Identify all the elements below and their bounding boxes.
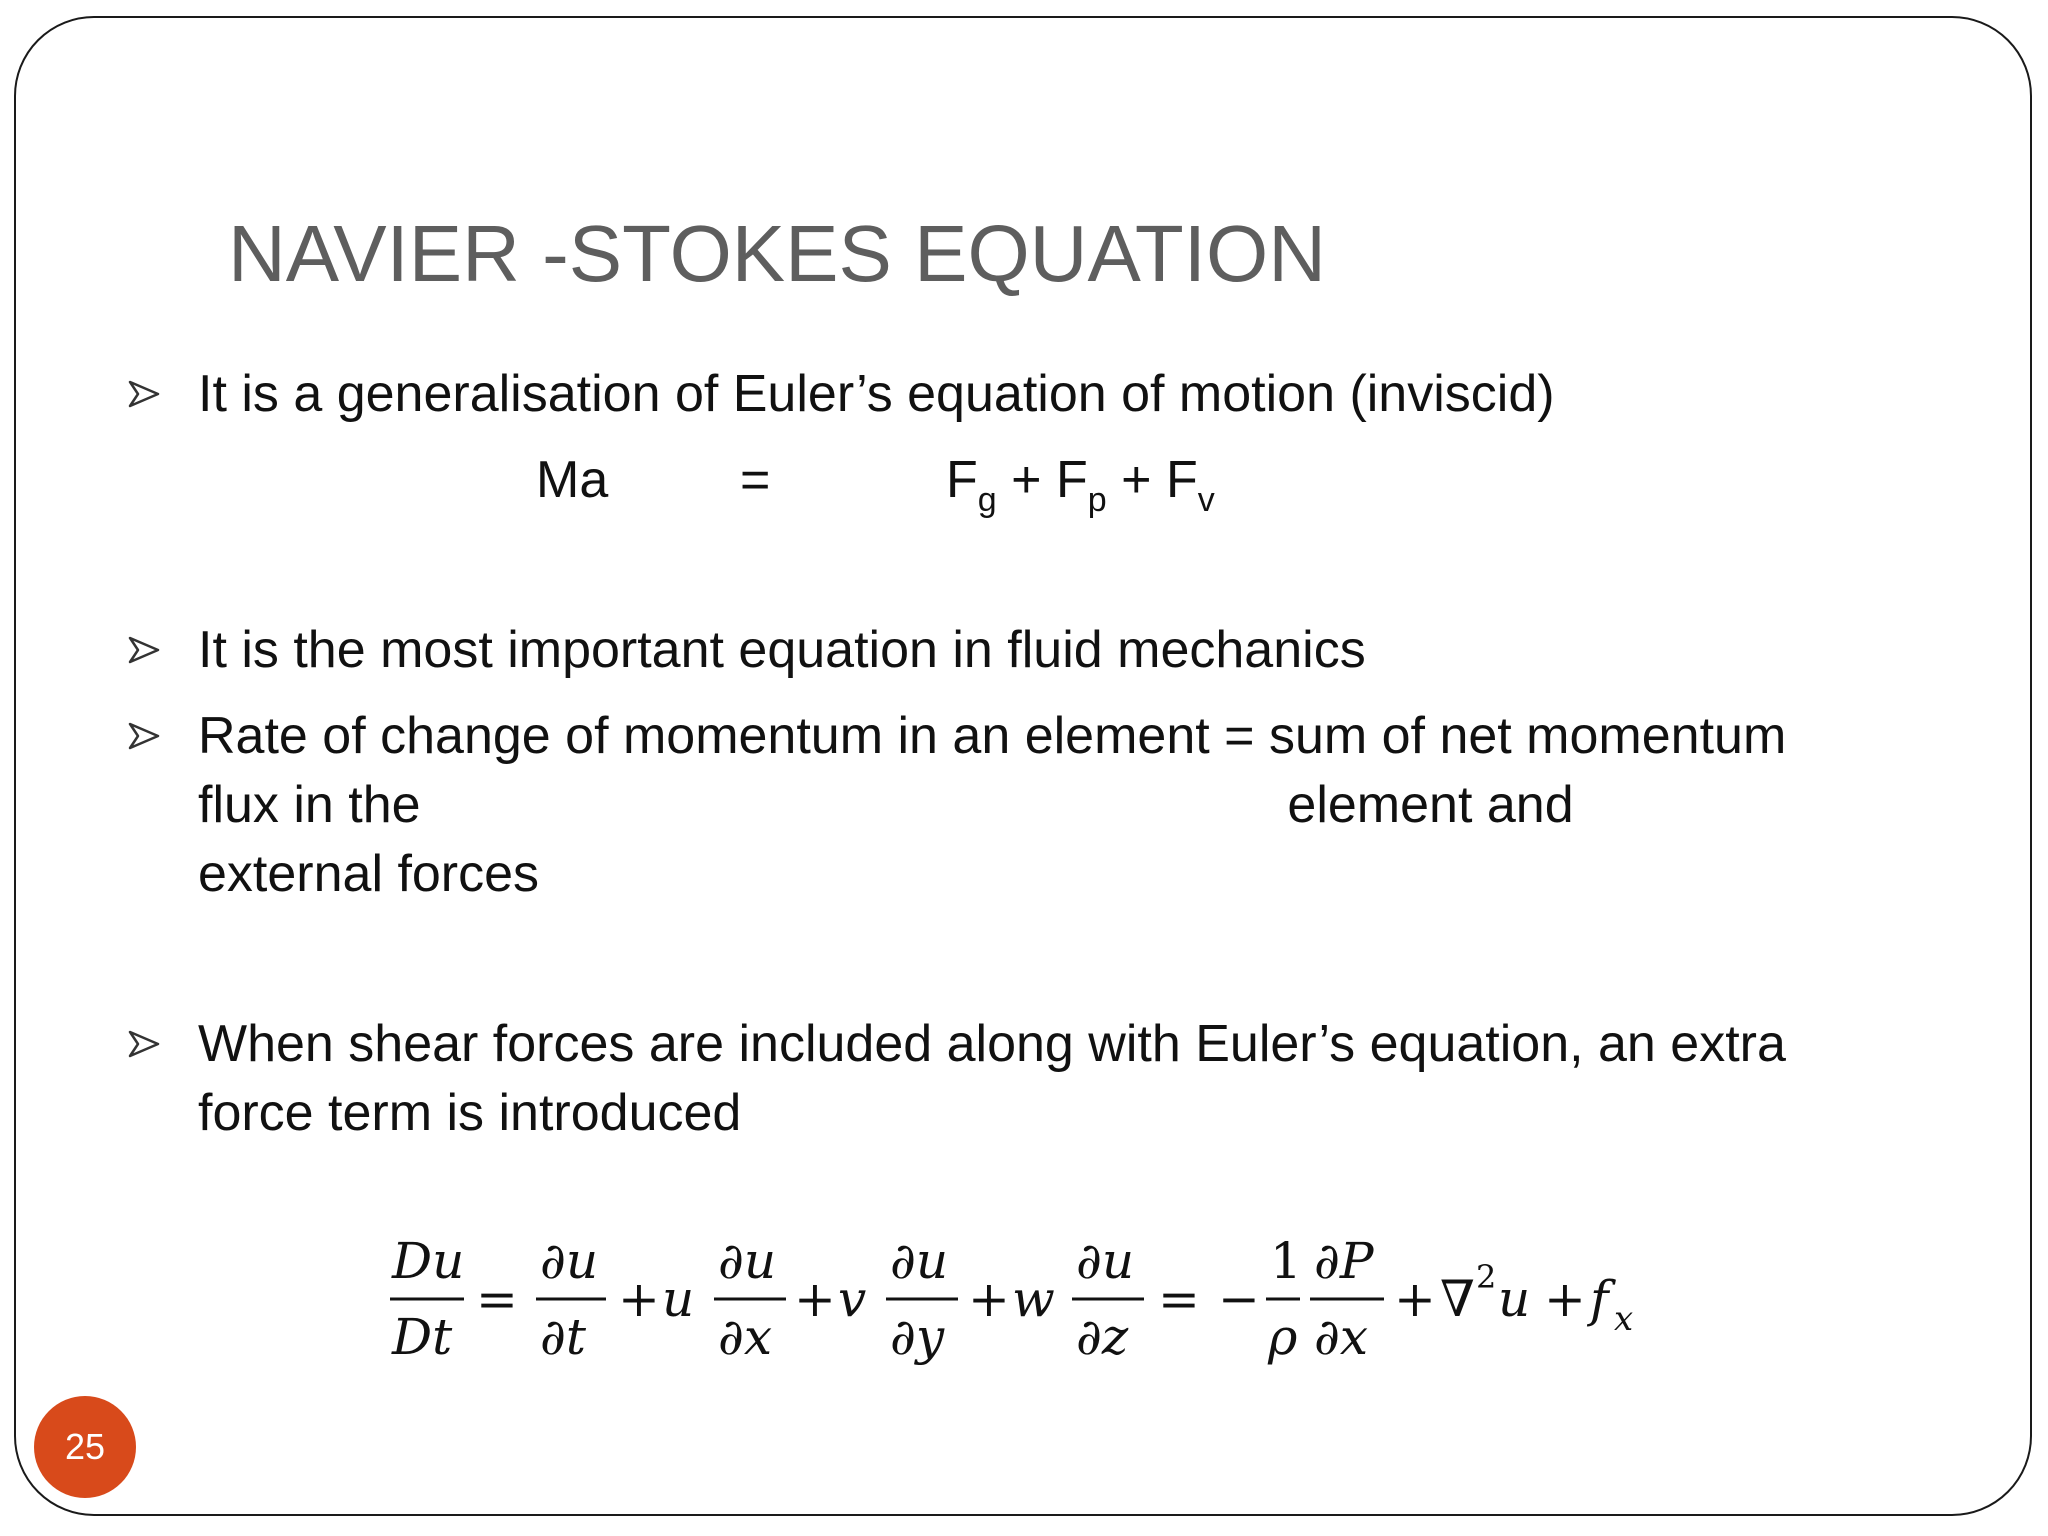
force-equation-lhs: Ma <box>536 451 609 509</box>
svg-text:∂u: ∂u <box>540 1232 599 1290</box>
svg-text:1: 1 <box>1270 1232 1302 1290</box>
force-symbol: F <box>1165 451 1198 509</box>
gravity-subscript: g <box>977 481 997 519</box>
svg-text:∂u: ∂u <box>890 1232 949 1290</box>
svg-text:∂z: ∂z <box>1076 1308 1129 1366</box>
plus-sign: + <box>1394 1270 1436 1328</box>
fraction-partial-u-y <box>886 1232 958 1366</box>
arrowhead-bullet-icon <box>128 1028 160 1060</box>
var-w: w <box>1012 1270 1055 1328</box>
var-v: v <box>838 1270 867 1328</box>
fraction-partial-u-z <box>1072 1232 1144 1366</box>
svg-text:x: x <box>1614 1299 1634 1339</box>
svg-text:∂u: ∂u <box>718 1232 777 1290</box>
fraction-partial-u-t <box>536 1232 606 1366</box>
minus-sign: − <box>1218 1270 1260 1328</box>
plus-symbol: + <box>1121 451 1152 509</box>
svg-text:2: 2 <box>1476 1258 1497 1296</box>
plus-sign: + <box>618 1270 660 1328</box>
force-symbol: F <box>946 451 978 509</box>
svg-text:∂x: ∂x <box>1314 1308 1369 1366</box>
navier-stokes-equation <box>368 1216 1688 1376</box>
equals-sign: = <box>476 1270 518 1328</box>
bullet-line: force term is introduced <box>198 1084 742 1142</box>
var-u: u <box>662 1270 695 1328</box>
plus-sign: + <box>794 1270 836 1328</box>
bullet-line: external forces <box>198 845 540 903</box>
body-force-term <box>1586 1270 1633 1339</box>
equals-sign: = <box>1158 1270 1200 1328</box>
fraction-partial-u-x <box>714 1232 786 1366</box>
viscous-subscript: v <box>1197 481 1215 519</box>
svg-text:∂x: ∂x <box>718 1308 773 1366</box>
bullet-line: It is the most important equation in fluid mechanics <box>198 621 1366 679</box>
laplacian-term <box>1440 1258 1530 1328</box>
fraction-du-dt <box>390 1232 464 1366</box>
bullet-line: Rate of change of momentum in an element = sum of net momentum <box>198 707 1787 765</box>
svg-text:Du: Du <box>392 1232 465 1290</box>
slide-title: NAVIER -STOKES EQUATION <box>228 209 1326 298</box>
svg-text:∂P: ∂P <box>1314 1232 1374 1290</box>
arrowhead-bullet-icon <box>128 378 160 410</box>
arrowhead-bullet-icon <box>128 634 160 666</box>
arrowhead-bullet-icon <box>128 720 160 752</box>
svg-text:ρ: ρ <box>1268 1308 1298 1366</box>
force-symbol: F <box>1055 451 1088 509</box>
svg-text:u: u <box>1498 1270 1531 1328</box>
force-equation-equals: = <box>740 451 771 509</box>
svg-text:∂u: ∂u <box>1076 1232 1135 1290</box>
pressure-subscript: p <box>1087 481 1107 519</box>
bullet-line: flux in the element and <box>198 776 1574 834</box>
svg-text:Dt: Dt <box>392 1308 453 1366</box>
slide <box>14 16 2032 1516</box>
plus-sign: + <box>1544 1270 1586 1328</box>
svg-text:∂y: ∂y <box>890 1308 945 1366</box>
svg-text:∇: ∇ <box>1440 1270 1475 1328</box>
bullet-line: It is a generalisation of Euler’s equation of motion (inviscid) <box>198 365 1555 423</box>
fraction-one-over-rho <box>1266 1232 1302 1366</box>
bullet-line: When shear forces are included along with Euler’s equation, an extra <box>198 1015 1786 1073</box>
force-equation <box>16 450 2032 540</box>
fraction-partial-p-x <box>1310 1232 1384 1366</box>
svg-text:∂t: ∂t <box>540 1308 586 1366</box>
svg-text:f: f <box>1590 1270 1609 1328</box>
plus-sign: + <box>968 1270 1010 1328</box>
plus-symbol: + <box>1011 451 1042 509</box>
page-number-badge: 25 <box>34 1396 136 1498</box>
force-equation-rhs <box>946 450 1215 519</box>
